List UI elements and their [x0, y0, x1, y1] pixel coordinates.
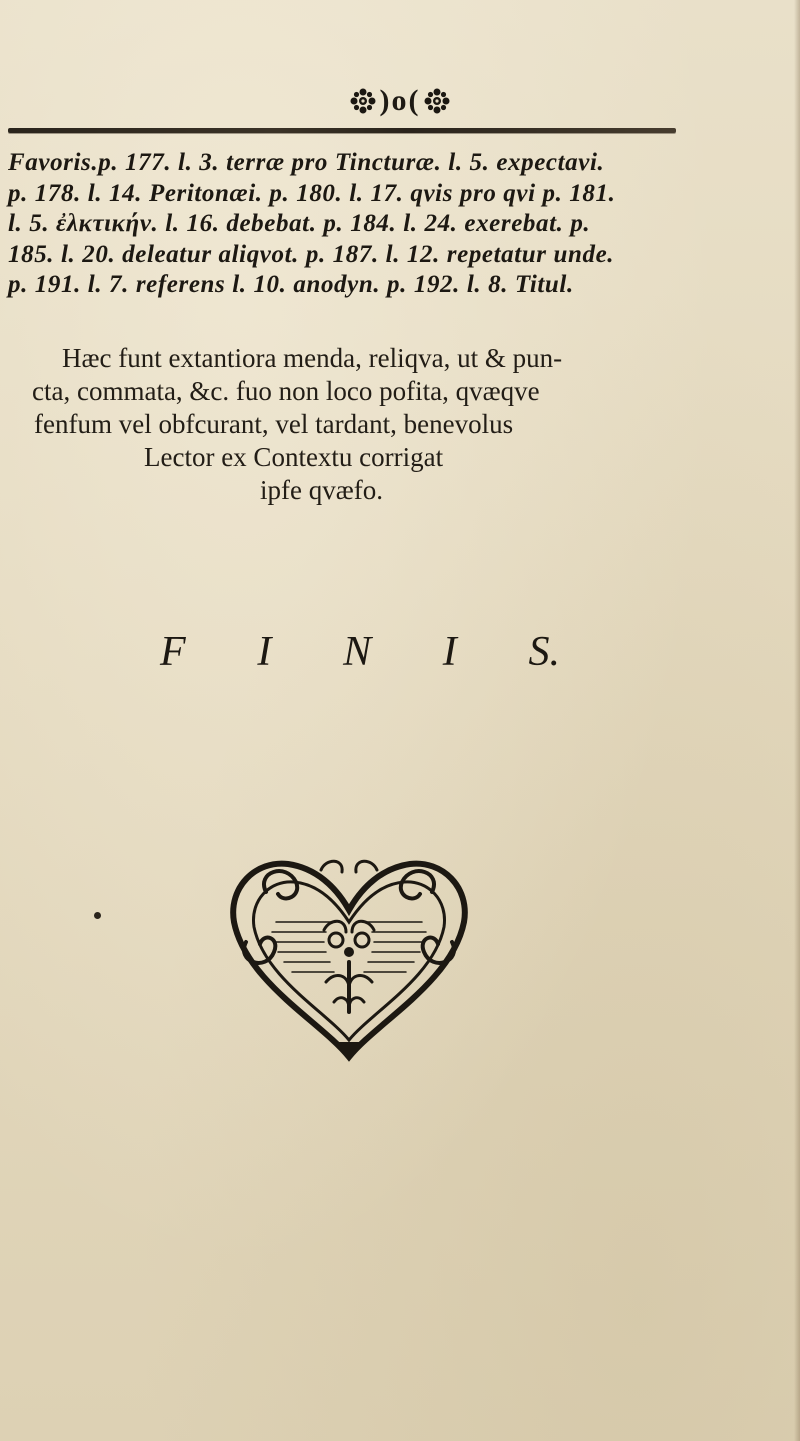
closing-line: Lector ex Contextu corrigat	[144, 442, 444, 472]
finis-letter: N	[343, 629, 372, 675]
closing-line: ipfe qvæfo.	[260, 475, 383, 505]
flower-ornament-icon	[424, 88, 450, 114]
errata-line: l. 5. ἐλκτικήν. l. 16. debebat. p. 184. l. 24. exerebat. p.	[8, 210, 591, 237]
closing-note	[10, 342, 710, 507]
header-text: )o(	[379, 84, 421, 118]
page-header	[0, 82, 800, 118]
closing-line: cta, commata, &c. fuo non loco pofita, qvæqve	[32, 376, 540, 406]
finis-letter: I	[442, 629, 457, 675]
errata-list	[8, 148, 698, 301]
page-edge-shadow	[794, 0, 800, 1441]
errata-line: p. 191. l. 7. referens l. 10. anodyn. p. 192. l. 8. Titul.	[8, 271, 574, 298]
closing-line: fenfum vel obfcurant, vel tardant, benevolus	[34, 409, 514, 439]
flower-ornament-icon	[350, 88, 376, 114]
errata-line: 185. l. 20. deleatur aliqvot. p. 187. l. 12. repetatur unde.	[8, 240, 615, 268]
errata-line: p. 178. l. 14. Peritonæi. p. 180. l. 17. qvis pro qvi p. 181.	[8, 179, 616, 207]
finis-title	[160, 628, 560, 676]
heart-fleuron-icon	[226, 852, 472, 1064]
closing-line: Hæc funt extantiora menda, reliqva, ut & pun-	[62, 343, 563, 373]
finis-letter: F	[160, 629, 186, 675]
finis-letter: I	[257, 629, 272, 675]
header-rule	[8, 128, 676, 133]
finis-letter: S.	[528, 629, 560, 675]
errata-line: Favoris.p. 177. l. 3. terræ pro Tincturæ. l. 5. expectavi.	[8, 149, 605, 176]
ink-speck	[94, 912, 101, 919]
